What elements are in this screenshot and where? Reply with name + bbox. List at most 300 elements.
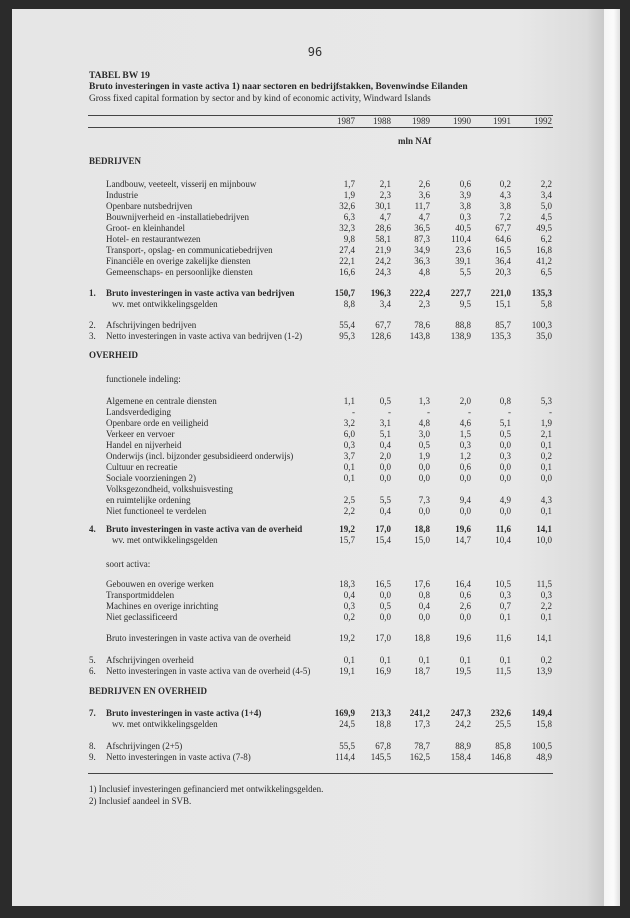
cell-value: 78,6 xyxy=(414,320,430,330)
cell-value: 1,9 xyxy=(540,418,552,428)
cell-value: 13,9 xyxy=(536,666,552,676)
cell-value: 221,0 xyxy=(490,288,511,298)
footnote: 2) Inclusief aandeel in SVB. xyxy=(89,796,192,806)
cell-value: 2,1 xyxy=(379,179,391,189)
subsection-label: soort activa: xyxy=(106,559,151,569)
row-label: Groot- en kleinhandel xyxy=(106,223,185,233)
cell-value: 0,0 xyxy=(379,473,391,483)
cell-value: 9,5 xyxy=(459,299,471,309)
cell-value: 11,5 xyxy=(495,666,511,676)
cell-value: 128,6 xyxy=(370,331,391,341)
cell-value: 17,0 xyxy=(375,524,391,534)
cell-value: 0,1 xyxy=(379,655,391,665)
row-label: Onderwijs (incl. bijzonder gesubsidieerd onderwijs) xyxy=(106,451,294,461)
cell-value: 4,7 xyxy=(418,212,430,222)
cell-value: 0,0 xyxy=(418,473,430,483)
table-row xyxy=(0,655,630,666)
cell-value: 6,2 xyxy=(540,234,552,244)
table-row xyxy=(0,590,630,601)
row-label: Industrie xyxy=(106,190,138,200)
table-id: TABEL BW 19 xyxy=(89,71,150,81)
row-label: Netto investeringen in vaste activa van bedrijven (1-2) xyxy=(106,331,303,341)
cell-value: 5,1 xyxy=(499,418,511,428)
section-heading: OVERHEID xyxy=(89,350,139,360)
cell-value: 2,0 xyxy=(459,396,471,406)
cell-value: 2,2 xyxy=(540,179,552,189)
table-row xyxy=(0,234,630,245)
cell-value: 24,2 xyxy=(375,256,391,266)
cell-value: 11,6 xyxy=(495,633,511,643)
row-number: 7. xyxy=(89,708,96,718)
cell-value: 87,3 xyxy=(414,234,430,244)
cell-value: 5,5 xyxy=(379,495,391,505)
cell-value: 0,1 xyxy=(343,655,355,665)
header-rule xyxy=(88,127,553,128)
cell-value: 19,6 xyxy=(455,524,471,534)
cell-value: 100,5 xyxy=(531,741,552,751)
row-label: wv. met ontwikkelingsgelden xyxy=(112,299,218,309)
cell-value: 27,4 xyxy=(339,245,355,255)
cell-value: 17,6 xyxy=(414,579,430,589)
cell-value: 1,9 xyxy=(343,190,355,200)
cell-value: 0,1 xyxy=(499,612,511,622)
table-row xyxy=(0,190,630,201)
cell-value: 9,4 xyxy=(459,495,471,505)
cell-value: 2,6 xyxy=(459,601,471,611)
cell-value: 0,0 xyxy=(379,590,391,600)
cell-value: 8,8 xyxy=(343,299,355,309)
cell-value: 158,4 xyxy=(450,752,471,762)
cell-value: 17,0 xyxy=(375,633,391,643)
cell-value: 36,4 xyxy=(495,256,511,266)
table-row xyxy=(0,524,630,535)
table-row xyxy=(0,429,630,440)
cell-value: 14,7 xyxy=(455,535,471,545)
cell-value: 4,7 xyxy=(379,212,391,222)
cell-value: 18,7 xyxy=(414,666,430,676)
table-row xyxy=(0,407,630,418)
cell-value: 23,6 xyxy=(455,245,471,255)
row-label: Netto investeringen in vaste activa van de overheid (4-5) xyxy=(106,666,311,676)
cell-value: 138,9 xyxy=(450,331,471,341)
cell-value: 0,1 xyxy=(343,462,355,472)
cell-value: 0,1 xyxy=(540,506,552,516)
table-row xyxy=(0,418,630,429)
table-row xyxy=(0,666,630,677)
row-label: Gemeenschaps- en persoonlijke diensten xyxy=(106,267,253,277)
cell-value: 49,5 xyxy=(536,223,552,233)
cell-value: 15,8 xyxy=(536,719,552,729)
cell-value: 5,3 xyxy=(540,396,552,406)
cell-value: 19,2 xyxy=(339,633,355,643)
row-label: Transportmiddelen xyxy=(106,590,175,600)
cell-value: 227,7 xyxy=(450,288,471,298)
row-number: 6. xyxy=(89,666,96,676)
year-header: 1987 xyxy=(337,116,355,126)
cell-value: 2,5 xyxy=(343,495,355,505)
cell-value: 0,1 xyxy=(540,462,552,472)
row-number: 4. xyxy=(89,524,96,534)
row-label: wv. met ontwikkelingsgelden xyxy=(112,535,218,545)
cell-value: 222,4 xyxy=(409,288,430,298)
cell-value: 135,3 xyxy=(531,288,552,298)
table-row xyxy=(0,719,630,730)
cell-value: 1,1 xyxy=(343,396,355,406)
cell-value: 2,0 xyxy=(379,451,391,461)
cell-value: 0,5 xyxy=(379,396,391,406)
footnote: 1) Inclusief investeringen gefinancierd met ontwikkelingsgelden. xyxy=(89,784,324,794)
cell-value: 11,5 xyxy=(536,579,552,589)
cell-value: 3,7 xyxy=(343,451,355,461)
table-row xyxy=(0,288,630,299)
table-row xyxy=(0,484,630,495)
cell-value: 100,3 xyxy=(531,320,552,330)
cell-value: 143,8 xyxy=(409,331,430,341)
cell-value: 149,4 xyxy=(531,708,552,718)
row-label: Cultuur en recreatie xyxy=(106,462,178,472)
cell-value: 30,1 xyxy=(375,201,391,211)
cell-value: 0,1 xyxy=(540,612,552,622)
cell-value: 1,7 xyxy=(343,179,355,189)
cell-value: - xyxy=(549,407,552,417)
cell-value: 150,7 xyxy=(334,288,355,298)
cell-value: 0,0 xyxy=(499,506,511,516)
cell-value: 3,8 xyxy=(499,201,511,211)
row-label: Handel en nijverheid xyxy=(106,440,182,450)
table-row xyxy=(0,579,630,590)
cell-value: 0,0 xyxy=(540,473,552,483)
table-row xyxy=(0,267,630,278)
cell-value: - xyxy=(427,407,430,417)
row-number: 1. xyxy=(89,288,96,298)
cell-value: 0,5 xyxy=(418,440,430,450)
cell-value: 16,5 xyxy=(495,245,511,255)
cell-value: 247,3 xyxy=(450,708,471,718)
cell-value: 5,5 xyxy=(459,267,471,277)
cell-value: 0,4 xyxy=(379,440,391,450)
table-row xyxy=(0,741,630,752)
row-label: Bruto investeringen in vaste activa van de overheid xyxy=(106,524,303,534)
table-row xyxy=(0,212,630,223)
table-row xyxy=(0,331,630,342)
cell-value: 0,0 xyxy=(499,462,511,472)
cell-value: 0,6 xyxy=(459,179,471,189)
cell-value: 4,6 xyxy=(459,418,471,428)
cell-value: 4,3 xyxy=(540,495,552,505)
cell-value: 6,0 xyxy=(343,429,355,439)
cell-value: 95,3 xyxy=(339,331,355,341)
row-label: Gebouwen en overige werken xyxy=(106,579,214,589)
table-row xyxy=(0,179,630,190)
table-row xyxy=(0,245,630,256)
cell-value: 3,8 xyxy=(459,201,471,211)
cell-value: 0,0 xyxy=(459,506,471,516)
cell-value: - xyxy=(388,407,391,417)
cell-value: 55,4 xyxy=(339,320,355,330)
cell-value: 14,1 xyxy=(536,633,552,643)
year-header: 1991 xyxy=(493,116,511,126)
table-title: Bruto investeringen in vaste activa 1) naar sectoren en bedrijfstakken, Bovenwindse Eilanden xyxy=(89,82,468,92)
row-label: Bruto investeringen in vaste activa van bedrijven xyxy=(106,288,295,298)
cell-value: 0,4 xyxy=(343,590,355,600)
cell-value: 6,5 xyxy=(540,267,552,277)
row-label: Niet geclassificeerd xyxy=(106,612,178,622)
cell-value: 4,5 xyxy=(540,212,552,222)
year-header: 1990 xyxy=(453,116,471,126)
cell-value: 7,3 xyxy=(418,495,430,505)
cell-value: 0,6 xyxy=(459,590,471,600)
year-header: 1992 xyxy=(534,116,552,126)
cell-value: 4,8 xyxy=(418,267,430,277)
cell-value: 1,2 xyxy=(459,451,471,461)
cell-value: 35,0 xyxy=(536,331,552,341)
row-number: 2. xyxy=(89,320,96,330)
table-row xyxy=(0,708,630,719)
cell-value: 3,0 xyxy=(418,429,430,439)
cell-value: 0,2 xyxy=(540,451,552,461)
cell-value: 0,0 xyxy=(418,506,430,516)
row-label: Openbare nutsbedrijven xyxy=(106,201,193,211)
row-label: Netto investeringen in vaste activa (7-8) xyxy=(106,752,251,762)
table-row xyxy=(0,752,630,763)
cell-value: 1,9 xyxy=(418,451,430,461)
cell-value: 9,8 xyxy=(343,234,355,244)
table-row xyxy=(0,256,630,267)
section-heading: BEDRIJVEN EN OVERHEID xyxy=(89,686,208,696)
row-label: Bruto investeringen in vaste activa van de overheid xyxy=(106,633,291,643)
cell-value: 16,6 xyxy=(339,267,355,277)
cell-value: 67,7 xyxy=(375,320,391,330)
row-label: Bruto investeringen in vaste activa (1+4) xyxy=(106,708,262,718)
cell-value: 2,3 xyxy=(379,190,391,200)
table-row xyxy=(0,633,630,644)
cell-value: 0,3 xyxy=(459,212,471,222)
table-row xyxy=(0,320,630,331)
cell-value: 0,3 xyxy=(499,590,511,600)
cell-value: 88,8 xyxy=(455,320,471,330)
cell-value: 4,3 xyxy=(499,190,511,200)
cell-value: 0,0 xyxy=(379,462,391,472)
cell-value: 48,9 xyxy=(536,752,552,762)
cell-value: 55,5 xyxy=(339,741,355,751)
cell-value: 146,8 xyxy=(490,752,511,762)
row-label: Landbouw, veeteelt, visserij en mijnbouw xyxy=(106,179,257,189)
cell-value: 24,5 xyxy=(339,719,355,729)
cell-value: 85,8 xyxy=(495,741,511,751)
cell-value: 0,0 xyxy=(418,462,430,472)
row-label: Afschrijvingen (2+5) xyxy=(106,741,183,751)
cell-value: 11,7 xyxy=(414,201,430,211)
cell-value: 213,3 xyxy=(370,708,391,718)
cell-value: 16,5 xyxy=(375,579,391,589)
cell-value: 0,0 xyxy=(499,473,511,483)
cell-value: 40,5 xyxy=(455,223,471,233)
row-label: Landsverdediging xyxy=(106,407,171,417)
cell-value: 6,3 xyxy=(343,212,355,222)
cell-value: 0,7 xyxy=(499,601,511,611)
cell-value: 78,7 xyxy=(414,741,430,751)
table-row xyxy=(0,473,630,484)
table-row xyxy=(0,601,630,612)
table-row xyxy=(0,396,630,407)
row-number: 9. xyxy=(89,752,96,762)
year-header: 1989 xyxy=(412,116,430,126)
cell-value: 3,2 xyxy=(343,418,355,428)
cell-value: 2,2 xyxy=(343,506,355,516)
cell-value: 25,5 xyxy=(495,719,511,729)
cell-value: 3,1 xyxy=(379,418,391,428)
cell-value: 0,8 xyxy=(418,590,430,600)
cell-value: 85,7 xyxy=(495,320,511,330)
row-label: wv. met ontwikkelingsgelden xyxy=(112,719,218,729)
cell-value: 0,3 xyxy=(499,451,511,461)
cell-value: 10,5 xyxy=(495,579,511,589)
cell-value: 18,3 xyxy=(339,579,355,589)
cell-value: 36,3 xyxy=(414,256,430,266)
table-row xyxy=(0,612,630,623)
cell-value: 19,1 xyxy=(339,666,355,676)
cell-value: 0,4 xyxy=(418,601,430,611)
cell-value: 135,3 xyxy=(490,331,511,341)
cell-value: 0,0 xyxy=(459,473,471,483)
table-row xyxy=(0,201,630,212)
cell-value: 3,9 xyxy=(459,190,471,200)
cell-value: 11,6 xyxy=(495,524,511,534)
cell-value: 32,3 xyxy=(339,223,355,233)
cell-value: 0,5 xyxy=(499,429,511,439)
row-label: Hotel- en restaurantwezen xyxy=(106,234,201,244)
table-row xyxy=(0,535,630,546)
page-number: 96 xyxy=(307,45,323,59)
table-row xyxy=(0,451,630,462)
cell-value: 16,9 xyxy=(375,666,391,676)
cell-value: 110,4 xyxy=(451,234,471,244)
cell-value: 1,5 xyxy=(459,429,471,439)
cell-value: 0,0 xyxy=(459,612,471,622)
cell-value: 0,3 xyxy=(459,440,471,450)
year-header: 1988 xyxy=(373,116,391,126)
cell-value: 241,2 xyxy=(409,708,430,718)
cell-value: 15,0 xyxy=(414,535,430,545)
cell-value: 162,5 xyxy=(409,752,430,762)
cell-value: 3,4 xyxy=(540,190,552,200)
cell-value: 36,5 xyxy=(414,223,430,233)
cell-value: 1,3 xyxy=(418,396,430,406)
row-number: 3. xyxy=(89,331,96,341)
cell-value: 0,1 xyxy=(499,655,511,665)
cell-value: 21,9 xyxy=(375,245,391,255)
table-row xyxy=(0,506,630,517)
cell-value: 169,9 xyxy=(334,708,355,718)
cell-value: 0,3 xyxy=(540,590,552,600)
row-label: Financiële en overige zakelijke diensten xyxy=(106,256,251,266)
cell-value: 0,2 xyxy=(540,655,552,665)
row-label: Niet functioneel te verdelen xyxy=(106,506,207,516)
cell-value: 28,6 xyxy=(375,223,391,233)
cell-value: 24,3 xyxy=(375,267,391,277)
table-row xyxy=(0,495,630,506)
cell-value: 2,2 xyxy=(540,601,552,611)
row-number: 8. xyxy=(89,741,96,751)
table-row xyxy=(0,440,630,451)
row-label: Transport-, opslag- en communicatiebedrijven xyxy=(106,245,273,255)
cell-value: 232,6 xyxy=(490,708,511,718)
cell-value: 22,1 xyxy=(339,256,355,266)
unit-label: mln NAf xyxy=(398,136,432,146)
row-label: Bouwnijverheid en -installatiebedrijven xyxy=(106,212,249,222)
row-label: Afschrijvingen overheid xyxy=(106,655,194,665)
cell-value: 15,7 xyxy=(339,535,355,545)
cell-value: 34,9 xyxy=(414,245,430,255)
cell-value: 17,3 xyxy=(414,719,430,729)
row-label: Sociale voorzieningen 2) xyxy=(106,473,196,483)
cell-value: 3,6 xyxy=(418,190,430,200)
cell-value: 4,8 xyxy=(418,418,430,428)
table-row xyxy=(0,299,630,310)
row-number: 5. xyxy=(89,655,96,665)
cell-value: 5,0 xyxy=(540,201,552,211)
cell-value: 20,3 xyxy=(495,267,511,277)
cell-value: 18,8 xyxy=(414,633,430,643)
row-label: Verkeer en vervoer xyxy=(106,429,175,439)
cell-value: 67,7 xyxy=(495,223,511,233)
table-subtitle: Gross fixed capital formation by sector and by kind of economic activity, Windward Islands xyxy=(89,94,431,104)
row-label: Openbare orde en veiligheid xyxy=(106,418,209,428)
cell-value: 0,6 xyxy=(459,462,471,472)
cell-value: 16,4 xyxy=(455,579,471,589)
cell-value: 64,6 xyxy=(495,234,511,244)
cell-value: 39,1 xyxy=(455,256,471,266)
cell-value: 2,6 xyxy=(418,179,430,189)
cell-value: 67,8 xyxy=(375,741,391,751)
cell-value: 4,9 xyxy=(499,495,511,505)
cell-value: 0,8 xyxy=(499,396,511,406)
cell-value: 0,2 xyxy=(343,612,355,622)
cell-value: 0,5 xyxy=(379,601,391,611)
cell-value: 0,0 xyxy=(418,612,430,622)
cell-value: 58,1 xyxy=(375,234,391,244)
cell-value: 19,2 xyxy=(339,524,355,534)
cell-value: 32,6 xyxy=(339,201,355,211)
row-label: Afschrijvingen bedrijven xyxy=(106,320,197,330)
cell-value: 0,1 xyxy=(540,440,552,450)
cell-value: 0,1 xyxy=(343,473,355,483)
cell-value: 0,0 xyxy=(499,440,511,450)
cell-value: 0,2 xyxy=(499,179,511,189)
section-heading: BEDRIJVEN xyxy=(89,156,142,166)
bottom-rule xyxy=(88,773,553,774)
cell-value: 88,9 xyxy=(455,741,471,751)
cell-value: 2,3 xyxy=(418,299,430,309)
cell-value: 0,0 xyxy=(379,612,391,622)
subsection-label: functionele indeling: xyxy=(106,374,181,384)
cell-value: 24,2 xyxy=(455,719,471,729)
cell-value: 3,4 xyxy=(379,299,391,309)
cell-value: 10,0 xyxy=(536,535,552,545)
cell-value: 5,8 xyxy=(540,299,552,309)
cell-value: 7,2 xyxy=(499,212,511,222)
cell-value: 14,1 xyxy=(536,524,552,534)
row-label: Algemene en centrale diensten xyxy=(106,396,217,406)
row-label: Volksgezondheid, volkshuisvesting xyxy=(106,484,233,494)
cell-value: 19,5 xyxy=(455,666,471,676)
cell-value: 114,4 xyxy=(335,752,355,762)
cell-value: 18,8 xyxy=(375,719,391,729)
cell-value: 2,1 xyxy=(540,429,552,439)
cell-value: 0,3 xyxy=(343,601,355,611)
row-label: en ruimtelijke ordening xyxy=(106,495,191,505)
cell-value: 145,5 xyxy=(370,752,391,762)
